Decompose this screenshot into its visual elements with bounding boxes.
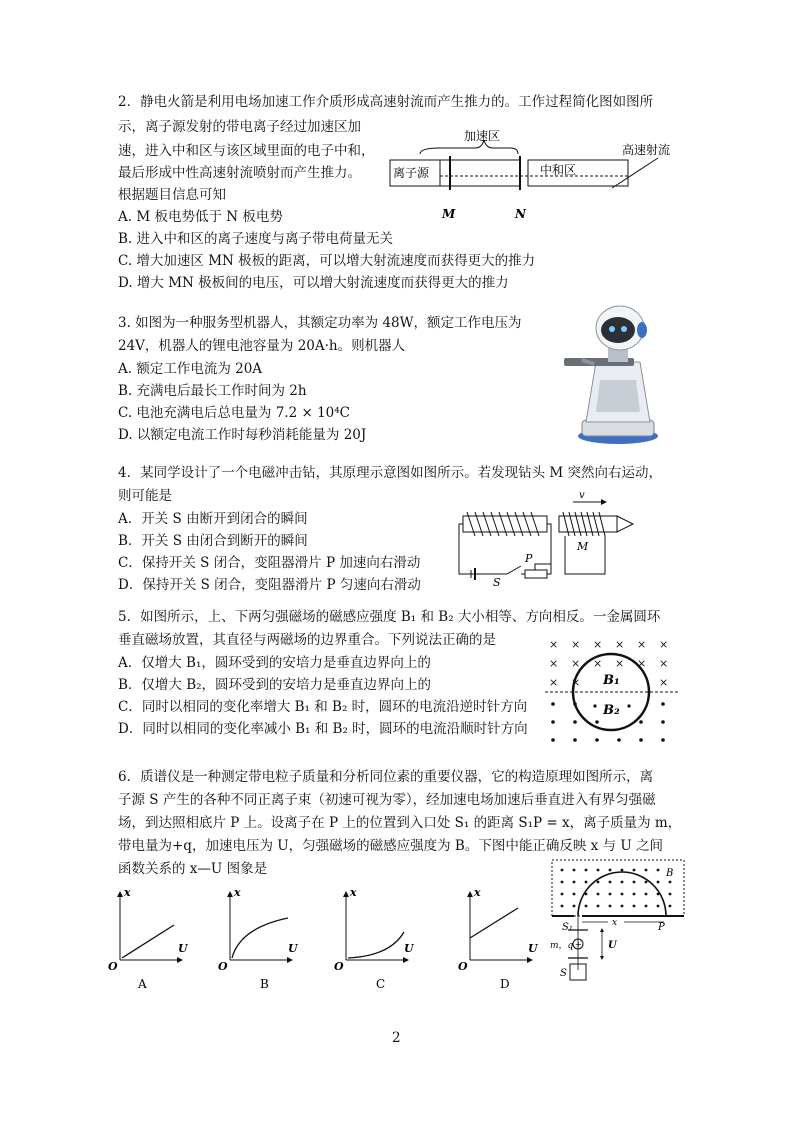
q6-graph-d-origin: O (458, 960, 468, 973)
q4-stem-line1: 4．某同学设计了一个电磁冲击钻，其原理示意图如图所示。若发现钻头 M 突然向右运动， (118, 465, 662, 481)
q2-label-accel: 加速区 (464, 129, 501, 143)
q6-graph-d-label: D (500, 977, 510, 991)
q6-fig-label-s: S (560, 968, 567, 979)
q6-stem-line5: 函数关系的 x—U 图象是 (118, 861, 268, 877)
q3-option-a: A. 额定工作电流为 20A (118, 361, 263, 377)
q2-stem-line3: 速，进入中和区与该区域里面的电子中和， (118, 143, 375, 159)
q3-robot-image (560, 300, 670, 448)
q2-label-jet: 高速射流 (622, 143, 671, 157)
q6-stem-line4: 带电量为+q，加速电压为 U，匀强磁场的磁感应强度为 B。下图中能正确反映 x 与 U 之间 (118, 838, 663, 854)
q6-stem-line2: 子源 S 产生的各种不同正离子束（初速可视为零），经加速电场加速后垂直进入有界匀强磁 (118, 792, 656, 808)
q3-option-c: C. 电池充满电后总电量为 7.2 × 10⁴C (118, 405, 351, 421)
q5-label-b1: B₁ (603, 673, 620, 688)
q5-stem-line2: 垂直磁场放置，其直径与两磁场的边界重合。下列说法正确的是 (118, 632, 496, 648)
svg-text:×: × (615, 657, 625, 670)
q6-fig-label-p: P (658, 922, 665, 933)
q6-graph-a (108, 886, 189, 991)
svg-text:×: × (571, 657, 581, 670)
q6-graph-c-axis-y: x (350, 886, 357, 899)
q5-stem-line1: 5．如图所示，上、下两匀强磁场的磁感应强度 B₁ 和 B₂ 大小相等、方向相反。一金属圆环 (118, 609, 661, 625)
q5-option-b: B．仅增大 B₂，圆环受到的安培力是垂直边界向上的 (118, 677, 432, 693)
q6-graph-d-axis-x: U (528, 942, 538, 955)
q2-stem-line2: 示，离子源发射的带电离子经过加速区加 (118, 119, 361, 135)
q6-graph-d-axis-y: x (474, 886, 481, 899)
svg-text:×: × (549, 676, 559, 689)
q2-label-n: N (515, 207, 526, 221)
q6-mass-spectrometer-diagram (548, 852, 688, 984)
q5-option-c: C．同时以相同的变化率增大 B₁ 和 B₂ 时，圆环的电流沿逆时针方向 (118, 699, 528, 715)
q6-graph-b-label: B (260, 977, 269, 991)
svg-text:×: × (659, 676, 669, 689)
svg-text:×: × (637, 638, 647, 651)
q5-label-b2: B₂ (603, 703, 620, 718)
q6-graph-a-axis-x: U (178, 942, 188, 955)
svg-text:×: × (615, 638, 625, 651)
q6-graph-c-label: C (376, 977, 386, 991)
q6-graph-a-axis-y: x (124, 886, 131, 899)
q5-magnetic-field-diagram (545, 634, 680, 749)
q6-fig-label-x: x (612, 918, 618, 928)
svg-text:×: × (659, 638, 669, 651)
q4-label-p: P (525, 552, 533, 565)
q6-graph-c-axis-x: U (404, 942, 414, 955)
q2-label-source: 离子源 (393, 166, 430, 180)
svg-text:×: × (593, 657, 603, 670)
svg-text:×: × (571, 676, 581, 689)
q2-option-b: B. 进入中和区的离子速度与离子带电荷量无关 (118, 231, 394, 247)
q4-option-b: B．开关 S 由闭合到断开的瞬间 (118, 533, 308, 549)
svg-text:×: × (549, 657, 559, 670)
q4-option-c: C．保持开关 S 闭合，变阻器滑片 P 加速向右滑动 (118, 555, 421, 571)
q6-graph-a-origin: O (108, 960, 118, 973)
q6-graph-options (100, 880, 540, 995)
q2-rocket-diagram (380, 128, 710, 228)
q6-stem-line1: 6．质谱仪是一种测定带电粒子质量和分析同位素的重要仪器，它的构造原理如图所示，离 (118, 769, 654, 785)
page-number: 2 (392, 1030, 401, 1046)
q6-graph-b-origin: O (218, 960, 228, 973)
svg-text:×: × (571, 638, 581, 651)
q6-graph-d (458, 886, 539, 991)
q6-graph-b-axis-x: U (288, 942, 298, 955)
q6-fig-label-u: U (608, 940, 617, 951)
q2-stem-line1: 2．静电火箭是利用电场加速工作介质形成高速射流而产生推力的。工作过程简化图如图所 (118, 94, 654, 110)
svg-text:×: × (659, 657, 669, 670)
q4-option-a: A．开关 S 由断开到闭合的瞬间 (118, 511, 308, 527)
q2-option-a: A. M 板电势低于 N 板电势 (118, 209, 283, 225)
q3-stem-line2: 24V，机器人的锂电池容量为 20A·h。则机器人 (118, 338, 406, 354)
svg-text:+: + (575, 940, 582, 949)
q6-graph-b (218, 886, 299, 991)
q4-stem-line2: 则可能是 (118, 488, 172, 504)
q5-option-d: D．同时以相同的变化率减小 B₁ 和 B₂ 时，圆环的电流沿顺时针方向 (118, 721, 528, 737)
q4-label-m: M (577, 540, 589, 553)
q6-stem-line3: 场，到达照相底片 P 上。设离子在 P 上的位置到入口处 S₁ 的距离 S₁P = x，离子质量为 m， (118, 815, 682, 831)
q6-fig-label-s1: S₁ (562, 922, 573, 933)
q4-label-v: v (579, 490, 585, 501)
svg-text:×: × (593, 638, 603, 651)
q4-option-d: D．保持开关 S 闭合，变阻器滑片 P 匀速向右滑动 (118, 577, 421, 593)
q2-label-m: M (442, 207, 456, 221)
q2-option-d: D. 增大 MN 极板间的电压，可以增大射流速度而获得更大的推力 (118, 275, 509, 291)
q6-graph-c (334, 886, 415, 991)
q2-option-c: C. 增大加速区 MN 极板的距离，可以增大射流速度而获得更大的推力 (118, 253, 536, 269)
q2-stem-line5: 根据题目信息可知 (118, 187, 226, 203)
q3-option-b: B. 充满电后最长工作时间为 2h (118, 383, 307, 399)
svg-text:×: × (549, 638, 559, 651)
q6-graph-b-axis-y: x (234, 886, 241, 899)
q5-option-a: A．仅增大 B₁，圆环受到的安培力是垂直边界向上的 (118, 655, 431, 671)
q6-graph-a-label: A (138, 977, 147, 991)
q3-stem-line1: 3. 如图为一种服务型机器人，其额定功率为 48W，额定工作电压为 (118, 315, 522, 331)
q4-drill-diagram (455, 488, 645, 588)
q4-label-s: S (493, 576, 501, 588)
q2-stem-line4: 最后形成中性高速射流喷射而产生推力。 (118, 165, 361, 181)
q3-option-d: D. 以额定电流工作时每秒消耗能量为 20J (118, 427, 367, 443)
q6-fig-label-b: B (666, 868, 674, 879)
q6-graph-c-origin: O (334, 960, 344, 973)
svg-text:×: × (637, 657, 647, 670)
q2-label-neutral: 中和区 (540, 163, 577, 177)
q6-fig-label-mq: m，q (550, 941, 574, 951)
